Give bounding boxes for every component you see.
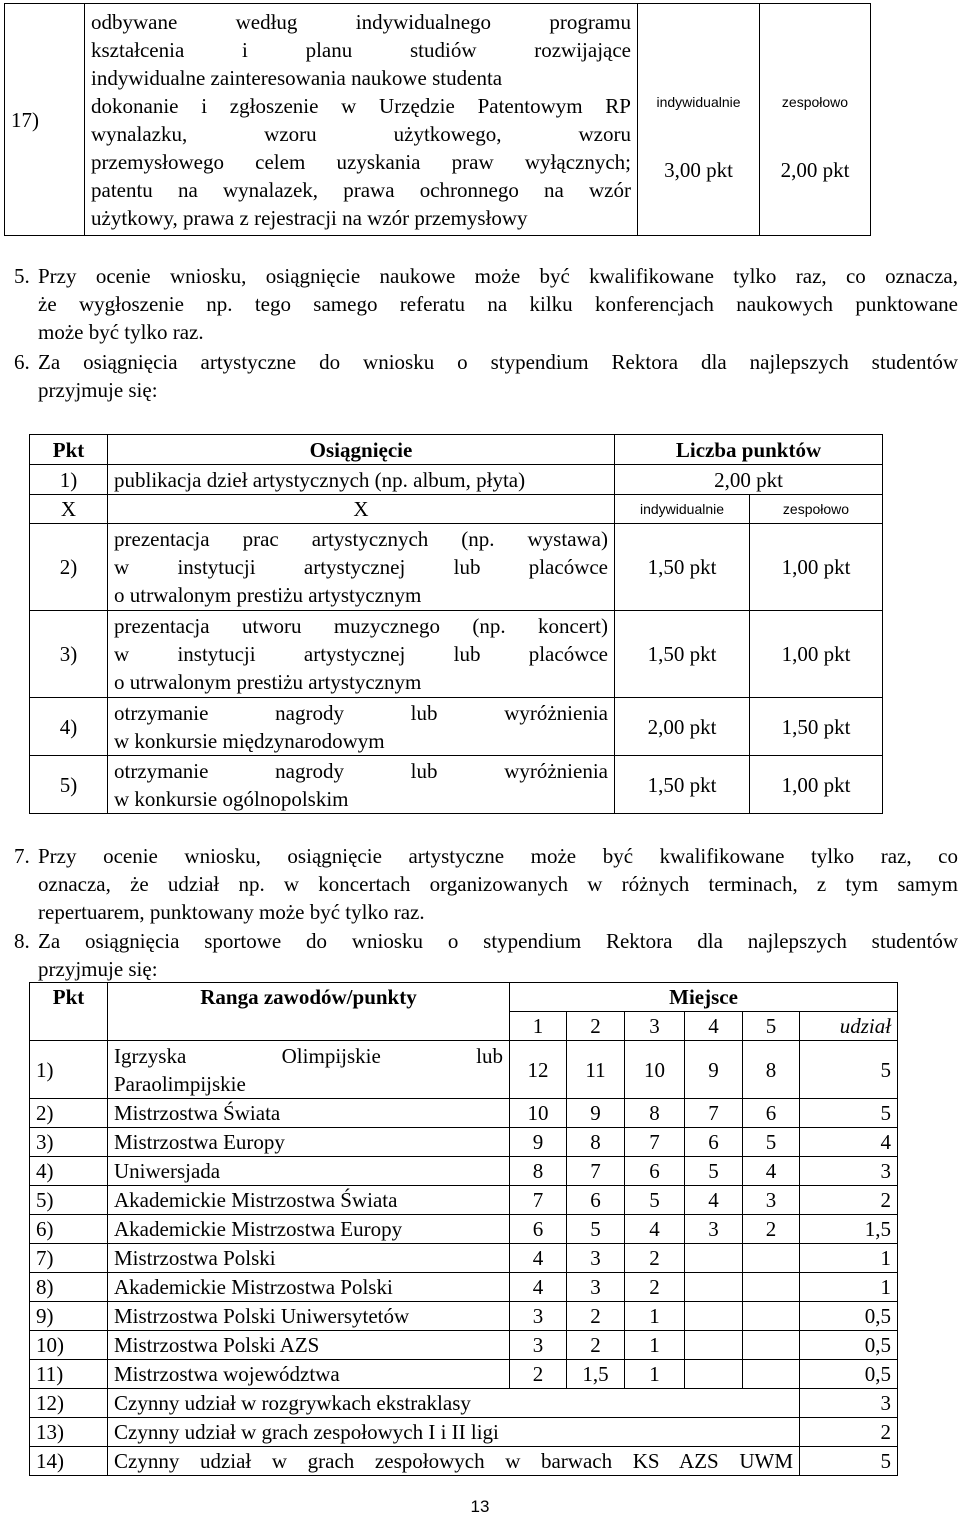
competition-name: Akademickie Mistrzostwa Polski (108, 1273, 510, 1302)
row-number: 12) (30, 1389, 108, 1418)
competition-name: Mistrzostwa województwa (108, 1360, 510, 1389)
participation-value: 1 (800, 1273, 898, 1302)
place-value: 2 (567, 1331, 625, 1360)
participation-value: 0,5 (800, 1302, 898, 1331)
row-number: 2) (30, 1099, 108, 1128)
place-value: 3 (567, 1244, 625, 1273)
team-label: zespołowo (781, 94, 849, 110)
sports-rows (30, 1099, 898, 1389)
text-line: prezentacja utworu muzycznego (np. koncert) (114, 614, 608, 638)
row-number: 3) (30, 611, 108, 698)
row-number: 1) (30, 465, 108, 495)
place-value: 4 (743, 1157, 800, 1186)
table-artistic (29, 434, 883, 814)
header-rank: Ranga zawodów/punkty (108, 983, 510, 1041)
place-value: 9 (510, 1128, 567, 1157)
place-value (743, 1360, 800, 1389)
place-value (743, 1244, 800, 1273)
text-line: kształcenia i planu studiów rozwijające (91, 37, 631, 62)
place-value: 6 (685, 1128, 743, 1157)
paragraph-number: 7. (14, 844, 30, 868)
header-points: Liczba punktów (615, 435, 883, 465)
row-number: 14) (30, 1447, 108, 1476)
place-value (743, 1302, 800, 1331)
table-patents (4, 3, 871, 236)
text-line: może być tylko raz. (38, 320, 204, 344)
individual-points: 2,00 pkt (615, 698, 750, 756)
team-points: 1,00 pkt (750, 524, 883, 611)
place-value: 8 (510, 1157, 567, 1186)
individual-points: 1,50 pkt (615, 756, 750, 814)
row-number: 13) (30, 1418, 108, 1447)
x-marker: X (108, 495, 615, 524)
participation-header: udział (800, 1012, 898, 1041)
table-row (30, 1302, 898, 1331)
place-value: 4 (510, 1244, 567, 1273)
competition-name: Czynny udział w rozgrywkach ekstraklasy (108, 1389, 800, 1418)
place-value: 6 (625, 1157, 685, 1186)
row-number: 4) (30, 698, 108, 756)
place-value: 5 (743, 1128, 800, 1157)
team-points: 1,50 pkt (750, 698, 883, 756)
row-number: 11) (30, 1360, 108, 1389)
table-row (30, 1128, 898, 1157)
competition-name: Mistrzostwa Europy (108, 1128, 510, 1157)
table-row (30, 1360, 898, 1389)
table-row (30, 1186, 898, 1215)
participation-value: 5 (800, 1447, 898, 1476)
competition-name: Mistrzostwa Świata (108, 1099, 510, 1128)
text-line: Paraolimpijskie (114, 1071, 246, 1096)
competition-name (108, 1447, 800, 1476)
text-line: indywidualne zainteresowania naukowe studenta (91, 65, 503, 90)
text-line: Za osiągnięcia sportowe do wniosku o stypendium Rektora dla najlepszych studentów (38, 929, 958, 953)
row-number: 6) (30, 1215, 108, 1244)
place-value: 7 (625, 1128, 685, 1157)
points-value: 2,00 pkt (615, 465, 883, 495)
text-line: w konkursie międzynarodowym (114, 728, 385, 753)
place-value: 4 (685, 1186, 743, 1215)
place-value: 11 (567, 1041, 625, 1099)
table-row (30, 1447, 898, 1476)
participation-value: 3 (800, 1157, 898, 1186)
place-value: 8 (625, 1099, 685, 1128)
header-achievement: Osiągnięcie (108, 435, 615, 465)
individual-cell (638, 4, 760, 236)
table-row (30, 1389, 898, 1418)
participation-value: 0,5 (800, 1360, 898, 1389)
place-header: 1 (510, 1012, 567, 1041)
text-line: patentu na wynalazek, prawa ochronnego na wzór (91, 177, 631, 202)
place-value: 3 (685, 1215, 743, 1244)
place-value: 6 (743, 1099, 800, 1128)
competition-name: Uniwersjada (108, 1157, 510, 1186)
team-points: 2,00 pkt (780, 158, 850, 182)
participation-value: 4 (800, 1128, 898, 1157)
place-value: 1 (625, 1302, 685, 1331)
place-value: 10 (510, 1099, 567, 1128)
place-value: 3 (510, 1331, 567, 1360)
text-line: odbywane według indywidualnego programu (91, 9, 631, 34)
place-value: 2 (743, 1215, 800, 1244)
text-line: w instytucji artystycznej lub placówce (114, 642, 608, 666)
place-value: 1 (625, 1360, 685, 1389)
text-line: Przy ocenie wniosku, osiągnięcie artystyczne może być kwalifikowane tylko raz, co (38, 844, 958, 868)
place-value: 2 (625, 1273, 685, 1302)
place-value: 1,5 (567, 1360, 625, 1389)
place-value: 1 (625, 1331, 685, 1360)
paragraph-6 (14, 348, 958, 404)
competition-name: Mistrzostwa Polski AZS (108, 1331, 510, 1360)
place-header: 3 (625, 1012, 685, 1041)
place-value (685, 1331, 743, 1360)
table-row (30, 1099, 898, 1128)
header-pkt: Pkt (30, 983, 108, 1041)
place-value: 4 (510, 1273, 567, 1302)
table-row (30, 1418, 898, 1447)
text-line: Igrzyska Olimpijskie lub (114, 1043, 503, 1068)
row-number: 8) (30, 1273, 108, 1302)
text-line: przemysłowego celem uzyskania praw wyłącznych; (91, 149, 631, 174)
place-header: 2 (567, 1012, 625, 1041)
paragraph-number: 8. (14, 929, 30, 953)
place-value (743, 1331, 800, 1360)
place-value: 12 (510, 1041, 567, 1099)
place-value: 3 (743, 1186, 800, 1215)
competition-name: Mistrzostwa Polski (108, 1244, 510, 1273)
place-value: 5 (567, 1215, 625, 1244)
participation-value: 1 (800, 1244, 898, 1273)
text-line: prezentacja prac artystycznych (np. wystawa) (114, 527, 608, 551)
header-place: Miejsce (510, 983, 898, 1012)
text-line: przyjmuje się: (38, 957, 158, 981)
place-value (743, 1273, 800, 1302)
text-line: dokonanie i zgłoszenie w Urzędzie Patentowym RP (91, 93, 631, 118)
individual-label: indywidualnie (656, 94, 741, 110)
place-value: 8 (567, 1128, 625, 1157)
table-row (30, 1215, 898, 1244)
place-value: 5 (625, 1186, 685, 1215)
place-value: 5 (685, 1157, 743, 1186)
row-number: 9) (30, 1302, 108, 1331)
achievement-text (108, 698, 615, 756)
table-row (30, 1331, 898, 1360)
place-value: 7 (567, 1157, 625, 1186)
achievement-text (108, 611, 615, 698)
participation-value: 3 (800, 1389, 898, 1418)
table-sports (29, 982, 898, 1476)
place-value: 2 (567, 1302, 625, 1331)
paragraph-8 (14, 927, 958, 983)
team-points: 1,00 pkt (750, 611, 883, 698)
place-value (685, 1244, 743, 1273)
place-value: 2 (625, 1244, 685, 1273)
individual-points: 1,50 pkt (615, 611, 750, 698)
text-line: że wygłoszenie np. tego samego referatu na kilku konferencjach naukowych punktowane (38, 292, 958, 316)
achievement-description (85, 4, 638, 236)
row-number: 2) (30, 524, 108, 611)
text-line: Za osiągnięcia artystyczne do wniosku o stypendium Rektora dla najlepszych studentów (38, 350, 958, 374)
row-number: 17) (5, 4, 85, 236)
text-line: w konkursie ogólnopolskim (114, 786, 349, 811)
text-line: otrzymanie nagrody lub wyróżnienia (114, 700, 608, 725)
text-line: w instytucji artystycznej lub placówce (114, 555, 608, 579)
participation-value: 5 (800, 1099, 898, 1128)
competition-name: Akademickie Mistrzostwa Świata (108, 1186, 510, 1215)
text-line: użytkowy, prawa z rejestracji na wzór przemysłowy (91, 205, 528, 230)
place-value: 6 (567, 1186, 625, 1215)
participation-value: 0,5 (800, 1331, 898, 1360)
competition-name: Akademickie Mistrzostwa Europy (108, 1215, 510, 1244)
text-line: wynalazku, wzoru użytkowego, wzoru (91, 121, 631, 146)
participation-value: 2 (800, 1418, 898, 1447)
individual-label: indywidualnie (615, 495, 750, 524)
text-line: Przy ocenie wniosku, osiągnięcie naukowe może być kwalifikowane tylko raz, co oznacza, (38, 264, 958, 288)
row-number: 3) (30, 1128, 108, 1157)
place-value (685, 1302, 743, 1331)
text-line: o utrwalonym prestiżu artystycznym (114, 583, 422, 607)
sports-span-rows (30, 1389, 898, 1476)
participation-value: 5 (800, 1041, 898, 1099)
place-value (685, 1360, 743, 1389)
place-header: 4 (685, 1012, 743, 1041)
participation-value: 2 (800, 1186, 898, 1215)
place-value: 9 (567, 1099, 625, 1128)
table-row (30, 1244, 898, 1273)
text-line: o utrwalonym prestiżu artystycznym (114, 670, 422, 694)
row-number: 5) (30, 1186, 108, 1215)
header-pkt: Pkt (30, 435, 108, 465)
place-value: 7 (685, 1099, 743, 1128)
page-number: 13 (470, 1497, 490, 1516)
achievement-text: publikacja dzieł artystycznych (np. album, płyta) (108, 465, 615, 495)
competition-name: Mistrzostwa Polski Uniwersytetów (108, 1302, 510, 1331)
achievement-text (108, 756, 615, 814)
individual-points: 1,50 pkt (615, 524, 750, 611)
individual-points: 3,00 pkt (664, 158, 733, 182)
place-value: 2 (510, 1360, 567, 1389)
place-value: 10 (625, 1041, 685, 1099)
competition-name (108, 1041, 510, 1099)
table-row (30, 1157, 898, 1186)
achievement-text (108, 524, 615, 611)
paragraph-5 (14, 262, 958, 346)
row-number: 7) (30, 1244, 108, 1273)
paragraph-number: 5. (14, 264, 30, 288)
row-number: 10) (30, 1331, 108, 1360)
competition-name: Czynny udział w grach zespołowych I i II ligi (108, 1418, 800, 1447)
place-value: 3 (510, 1302, 567, 1331)
place-header: 5 (743, 1012, 800, 1041)
place-value (685, 1273, 743, 1302)
text-line: przyjmuje się: (38, 378, 158, 402)
participation-value: 1,5 (800, 1215, 898, 1244)
place-value: 9 (685, 1041, 743, 1099)
team-cell (760, 4, 871, 236)
paragraph-7 (14, 842, 958, 926)
text-line: oznacza, że udział np. w koncertach organizowanych w różnych terminach, z tym samym (38, 872, 958, 896)
place-value: 7 (510, 1186, 567, 1215)
text-line: Czynny udział w grach zespołowych w barwach KS AZS UWM (114, 1449, 793, 1473)
text-line: otrzymanie nagrody lub wyróżnienia (114, 758, 608, 783)
team-points: 1,00 pkt (750, 756, 883, 814)
text-line: repertuarem, punktowany może być tylko raz. (38, 900, 425, 924)
table-row (30, 1273, 898, 1302)
place-value: 3 (567, 1273, 625, 1302)
place-value: 6 (510, 1215, 567, 1244)
row-number: 4) (30, 1157, 108, 1186)
place-value: 8 (743, 1041, 800, 1099)
row-number: 5) (30, 756, 108, 814)
team-label: zespołowo (750, 495, 883, 524)
x-marker: X (30, 495, 108, 524)
place-value: 4 (625, 1215, 685, 1244)
paragraph-number: 6. (14, 350, 30, 374)
row-number: 1) (30, 1041, 108, 1099)
